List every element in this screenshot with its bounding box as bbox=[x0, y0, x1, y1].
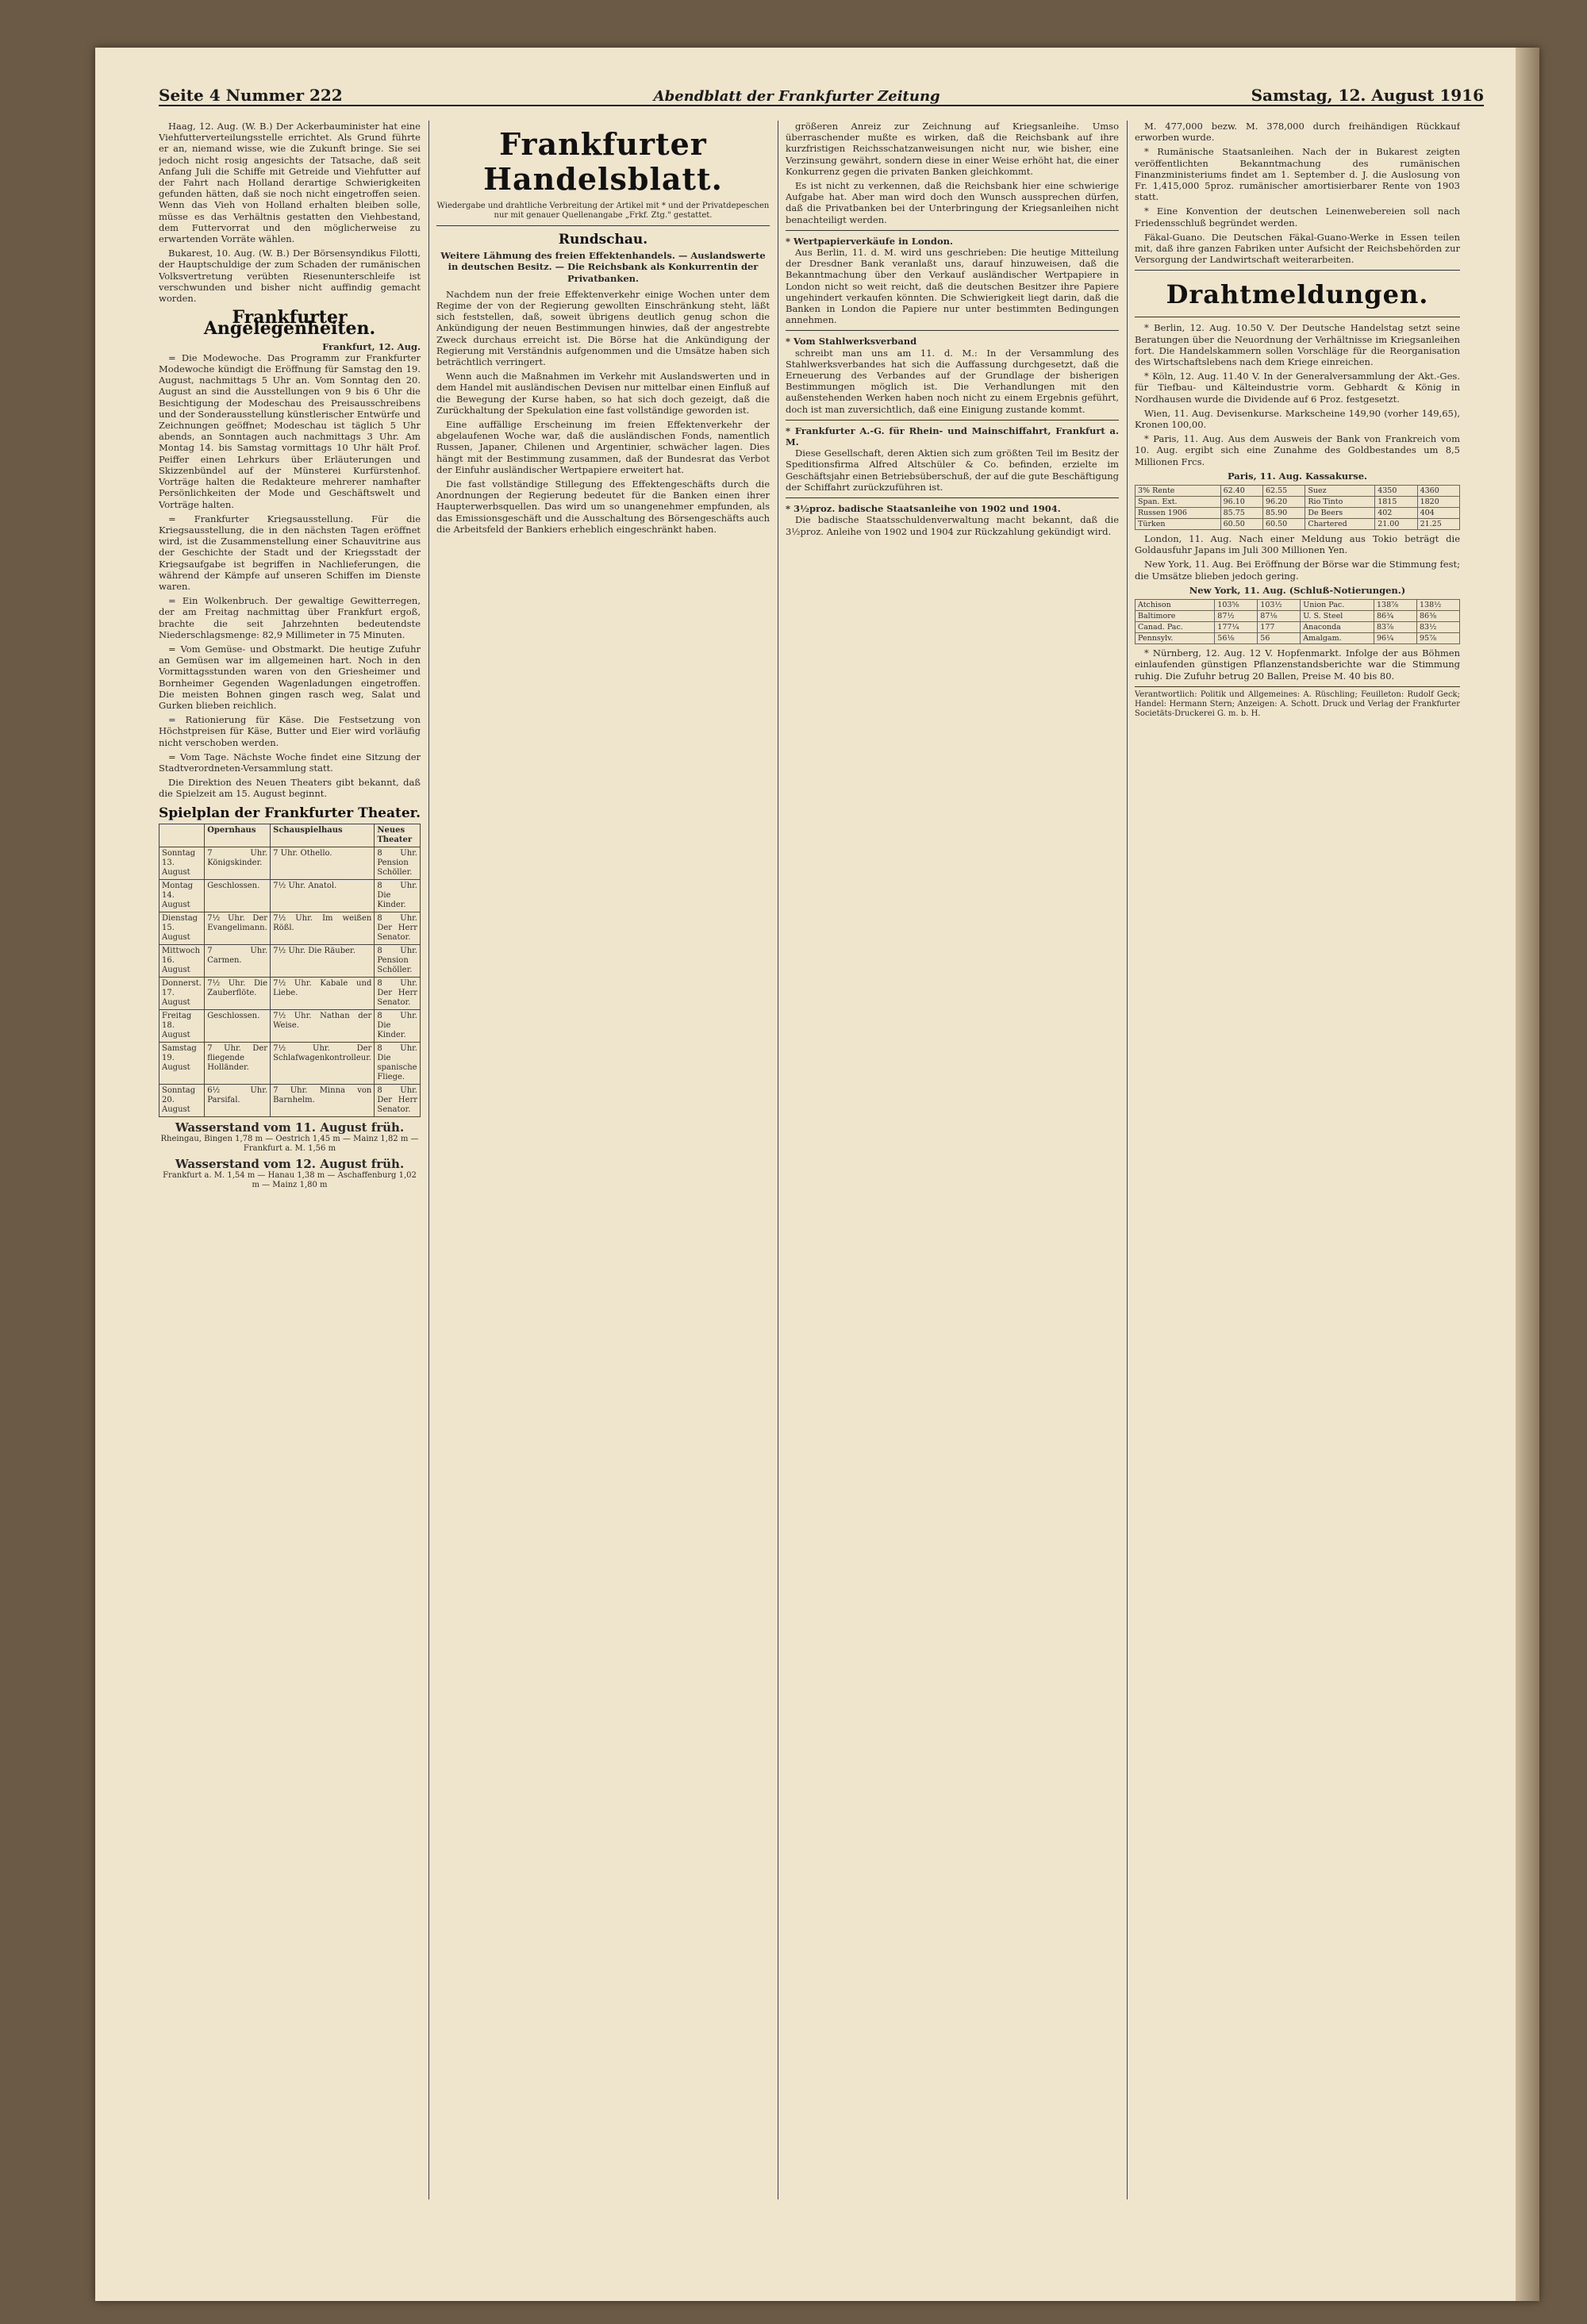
article-paragraph: Fäkal-Guano. Die Deutschen Fäkal-Guano-Werke in Essen teilen mit, daß ihre ganzen Fabriken unter Aufsicht der Reichsbehörden zur Versorgung der Landwirtschaft weiterarbeiten. bbox=[1135, 231, 1460, 266]
theater-title: Spielplan der Frankfurter Theater. bbox=[159, 805, 421, 821]
table-cell: 7½ Uhr. Die Räuber. bbox=[271, 944, 375, 977]
quote-cell: 103⅝ bbox=[1215, 600, 1258, 611]
table-row bbox=[159, 944, 421, 977]
quote-cell: Suez bbox=[1305, 486, 1375, 497]
divider bbox=[436, 225, 770, 226]
table-cell: 7 Uhr. Der fliegende Holländer. bbox=[205, 1042, 271, 1084]
table-row bbox=[159, 1084, 421, 1116]
table-cell: 8 Uhr. Die spanische Fliege. bbox=[375, 1042, 421, 1084]
column-handelsblatt bbox=[436, 121, 770, 2215]
theater-schedule-table bbox=[159, 824, 421, 1117]
quote-cell: 96.10 bbox=[1220, 497, 1262, 508]
article-paragraph: Die badische Staatsschuldenverwaltung macht bekannt, daß die 3½proz. Anleihe von 1902 und 1904 zur Rückzahlung gekündigt wird. bbox=[786, 514, 1119, 537]
table-header: Opernhaus bbox=[205, 824, 271, 847]
table-cell: 7½ Uhr. Der Evangelimann. bbox=[205, 912, 271, 944]
masthead-left: Seite 4 Nummer 222 bbox=[159, 86, 343, 105]
article-paragraph: Nachdem nun der freie Effektenverkehr einige Wochen unter dem Regime der von der Regierung gewollten Einschränkung steht, läßt sich feststellen, daß, soweit übrigens deutlich genug schon die Ankündigung der neuen Bestimmungen hinwies, daß der angestrebte Zweck durchaus erreicht ist. Die Börse hat die Ankündigung der Regierung mit Verständnis aufgenommen und die Umsätze haben sich beträchtlich verringert. bbox=[436, 288, 770, 368]
quote-cell: 95⅞ bbox=[1416, 633, 1459, 644]
quote-cell: 56 bbox=[1258, 633, 1301, 644]
news-paragraph: Die Direktion des Neuen Theaters gibt bekannt, daß die Spielzeit am 15. August beginnt. bbox=[159, 777, 421, 800]
quote-cell: Baltimore bbox=[1135, 611, 1215, 622]
quotes-title: New York, 11. Aug. (Schluß-Notierungen.) bbox=[1189, 584, 1406, 596]
news-paragraph: = Vom Gemüse- und Obstmarkt. Die heutige Zufuhr an Gemüsen war im allgemeinen hart. Noch in den Vormittagsstunden waren von den Griesheimer und Bornheimer Gegenden Wagenladungen eingetroffen. Die meisten Bohnen gingen rasch weg, Salat und Gurken blieben reichlich. bbox=[159, 643, 421, 711]
table-cell: 8 Uhr. Die Kinder. bbox=[375, 879, 421, 912]
table-cell: Sonntag 13. August bbox=[159, 847, 205, 879]
telegram-paragraph: * Köln, 12. Aug. 11.40 V. In der Generalversammlung der Akt.-Ges. für Tiefbau- und Kälteindustrie vorm. Gebhardt & König in Nordhausen wurde die Dividende auf 6 Proz. festgesetzt. bbox=[1135, 371, 1460, 405]
quote-cell: Canad. Pac. bbox=[1135, 622, 1215, 633]
column-local-news bbox=[159, 121, 421, 2215]
table-cell: 7 Uhr. Minna von Barnhelm. bbox=[271, 1084, 375, 1116]
news-paragraph: = Frankfurter Kriegsausstellung. Für die Kriegsausstellung, die in den nächsten Tagen eröffnet wird, ist die Zusammenstellung einer Schauvitrine aus der Geschichte der Stadt und der Kriegsstadt der Kriegsaufgabe ist begriffen in Nachlieferungen, die während der Kämpfe auf unseren Schiffen im Dienste waren. bbox=[159, 513, 421, 592]
water-level-text: Rheingau, Bingen 1,78 m — Oestrich 1,45 m — Mainz 1,82 m — Frankfurt a. M. 1,56 m bbox=[160, 1134, 419, 1153]
table-cell: 7½ Uhr. Die Zauberflöte. bbox=[205, 977, 271, 1009]
table-row bbox=[1135, 508, 1460, 519]
quote-cell: Span. Ext. bbox=[1135, 497, 1221, 508]
article-paragraph: Es ist nicht zu verkennen, daß die Reichsbank hier eine schwierige Aufgabe hat. Aber man wird doch den Wunsch aussprechen dürfen, daß die Privatbanken bei der Unterbringung der Kriegsanleihen nicht benachteiligt werden. bbox=[786, 180, 1119, 225]
masthead-right: Samstag, 12. August 1916 bbox=[1251, 86, 1484, 105]
table-row bbox=[1135, 600, 1460, 611]
quote-cell: 96.20 bbox=[1263, 497, 1305, 508]
drahtmeldungen-title: Drahtmeldungen. bbox=[1166, 279, 1429, 310]
table-cell: 7 Uhr. Königskinder. bbox=[205, 847, 271, 879]
telegram-paragraph: * Berlin, 12. Aug. 10.50 V. Der Deutsche Handelstag setzt seine Beratungen über die Neuordnung der Verhältnisse im Kriegsanleihen fort. Die Handelskammern sollen Vorschläge für die Reorganisation des Wirtschaftslebens nach dem Kriege einreichen. bbox=[1135, 322, 1460, 368]
article-paragraph: größeren Anreiz zur Zeichnung auf Kriegsanleihe. Umso überraschender mußte es wirken, daß die Reichsbank auf ihre kurzfristigen Reichsschatzanweisungen nicht nur, wie bisher, eine Verzinsung gewährt, sondern diese in einer Weise erhöht hat, die einer Konkurrenz gegen die privaten Banken gleichkommt. bbox=[786, 121, 1119, 177]
ny-quotes-table bbox=[1135, 599, 1460, 644]
table-cell: 8 Uhr. Der Herr Senator. bbox=[375, 912, 421, 944]
quote-cell: 83½ bbox=[1416, 622, 1459, 633]
column-business bbox=[786, 121, 1119, 2215]
water-level-title: Wasserstand vom 12. August früh. bbox=[175, 1156, 405, 1171]
article-paragraph: Die fast vollständige Stillegung des Effektengeschäfts durch die Anordnungen der Regierung bedeutet für die Banken einen ihrer Haupterwerbsquellen. Das wird um so unangenehmer empfunden, als das Emissionsgeschäft und die Ausschaltung des Börsengeschäfts auch die Arbeitsfeld der Bankiers erheblich eingeschränkt haben. bbox=[436, 478, 770, 535]
table-cell: 7 Uhr. Othello. bbox=[271, 847, 375, 879]
newspaper-page bbox=[95, 48, 1539, 2301]
news-paragraph: = Die Modewoche. Das Programm zur Frankfurter Modewoche kündigt die Eröffnung für Samstag den 19. August, nachmittags 5 Uhr an. Vom Sonntag den 20. August an sind die Ausstellungen von 9 bis 6 Uhr die Besichtigung der Modeschau des Preisausschreibens und der Sonderausstellung künstlerischer Entwürfe und Zeichnungen geöffnet; Modeschau ist täglich 5 Uhr abends, an Sonntagen auch nachmittags 3 Uhr. Am Montag 14. bis Samstag vormittags 10 Uhr hält Prof. Peiffer einen Lehrkurs über Erläuterungen und Skizzenbündel auf der Münsterei Kurfürstenhof. Vorträge halten die Redakteure mehrerer namhafter Persönlichkeiten der Mode und Geschäftswelt und Vorträge halten. bbox=[159, 351, 421, 510]
table-row bbox=[159, 977, 421, 1009]
table-cell: 7½ Uhr. Nathan der Weise. bbox=[271, 1009, 375, 1042]
quote-cell: 21.00 bbox=[1375, 519, 1417, 530]
quote-cell: 87½ bbox=[1215, 611, 1258, 622]
telegram-paragraph: London, 11. Aug. Nach einer Meldung aus Tokio beträgt die Goldausfuhr Japans im Juli 300 Millionen Yen. bbox=[1135, 533, 1460, 556]
reprint-notice: Wiedergabe und drahtliche Verbreitung der Artikel mit * und der Privatdepeschen nur mit genauer Quellenangabe „Frkf. Ztg." gestattet. bbox=[436, 202, 770, 220]
water-level-title: Wasserstand vom 11. August früh. bbox=[175, 1120, 405, 1135]
table-header: Schauspielhaus bbox=[271, 824, 375, 847]
quote-cell: Union Pac. bbox=[1301, 600, 1374, 611]
table-cell: 6½ Uhr. Parsifal. bbox=[205, 1084, 271, 1116]
table-cell: Geschlossen. bbox=[205, 879, 271, 912]
quote-cell: 3% Rente bbox=[1135, 486, 1221, 497]
table-cell: 8 Uhr. Die Kinder. bbox=[375, 1009, 421, 1042]
table-cell: Freitag 18. August bbox=[159, 1009, 205, 1042]
table-row bbox=[159, 912, 421, 944]
article-paragraph: Aus Berlin, 11. d. M. wird uns geschrieben: Die heutige Mitteilung der Dresdner Bank veranlaßt uns, darauf hinzuweisen, daß die Bekanntmachung über den Verkauf ausländischer Wertpapiere in London nicht so weit reicht, daß die deutschen Besitzer ihre Papiere ungehindert verkaufen könnten. Die Schwierigkeit liegt darin, daß die Banken in London die Papiere nur unter bestimmten Bedingungen annehmen. bbox=[786, 247, 1119, 326]
quote-cell: 60.50 bbox=[1220, 519, 1262, 530]
quote-cell: 85.75 bbox=[1220, 508, 1262, 519]
section-rundschau: Rundschau. bbox=[558, 232, 648, 248]
news-paragraph: Bukarest, 10. Aug. (W. B.) Der Börsensyndikus Filotti, der Hauptschuldige der zum Schaden der rumänischen Volksvertretung verübten Riesenunterschleife ist verschwunden und bisher nicht auffindig gemacht worden. bbox=[159, 248, 421, 305]
table-row bbox=[1135, 497, 1460, 508]
article-paragraph: Wenn auch die Maßnahmen im Verkehr mit Auslandswerten und in dem Handel mit ausländischen Devisen nur mittelbar einen Einfluß auf die Bewegung der Kurse haben, so hat sich doch gezeigt, daß die Zurückhaltung der Spekulation eine fast vollständige geworden ist. bbox=[436, 371, 770, 416]
article-paragraph: * Eine Konvention der deutschen Leinenwebereien soll nach Friedensschluß begründet werden. bbox=[1135, 206, 1460, 229]
quote-cell: De Beers bbox=[1305, 508, 1375, 519]
masthead-center: Abendblatt der Frankfurter Zeitung bbox=[653, 88, 940, 105]
section-title-frankfurt: Frankfurter Angelegenheiten. bbox=[203, 307, 376, 340]
quote-cell: 56⅛ bbox=[1215, 633, 1258, 644]
table-cell: Sonntag 20. August bbox=[159, 1084, 205, 1116]
table-cell: 8 Uhr. Pension Schöller. bbox=[375, 847, 421, 879]
quote-cell: 86⅜ bbox=[1416, 611, 1459, 622]
quote-cell: 4350 bbox=[1375, 486, 1417, 497]
article-paragraph: M. 477,000 bezw. M. 378,000 durch freihändigen Rückkauf erworben wurde. bbox=[1135, 121, 1460, 144]
table-cell: Dienstag 15. August bbox=[159, 912, 205, 944]
news-paragraph: = Rationierung für Käse. Die Festsetzung von Höchstpreisen für Käse, Butter und Eier wird vorläufig nicht verschoben werden. bbox=[159, 714, 421, 748]
telegram-paragraph: * Nürnberg, 12. Aug. 12 V. Hopfenmarkt. Infolge der aus Böhmen einlaufenden günstigen Pflanzenstandsberichte war die Stimmung ruhig. Die Zufuhr betrug 20 Ballen, Preise M. 40 bis 80. bbox=[1135, 647, 1460, 682]
quote-cell: Pennsylv. bbox=[1135, 633, 1215, 644]
quote-cell: Türken bbox=[1135, 519, 1221, 530]
table-cell: 7½ Uhr. Im weißen Rößl. bbox=[271, 912, 375, 944]
column-rule bbox=[1127, 121, 1128, 2199]
news-paragraph: = Vom Tage. Nächste Woche findet eine Sitzung der Stadtverordneten-Versammlung statt. bbox=[159, 751, 421, 774]
article-paragraph: * Rumänische Staatsanleihen. Nach der in Bukarest zeigten veröffentlichten Bekanntmachung des rumänischen Finanzministeriums findet am 1. September d. J. die Auslosung von Fr. 1,415,000 5proz. rumänischer amortisierbarer Rente von 1903 statt. bbox=[1135, 146, 1460, 203]
quote-cell: 1815 bbox=[1375, 497, 1417, 508]
table-cell: Mittwoch 16. August bbox=[159, 944, 205, 977]
divider bbox=[1135, 270, 1460, 271]
article-paragraph: schreibt man uns am 11. d. M.: In der Versammlung des Stahlwerksverbandes hat sich die Auffassung durchgesetzt, daß die Erneuerung des Verbandes auf der Grundlage der bisherigen Bestimmungen möglich ist. Die Verhandlungen mit den außenstehenden Werken haben noch nicht zu einem Ergebnis geführt, doch ist man zuversichtlich, daß eine Einigung zustande kommt. bbox=[786, 347, 1119, 415]
table-cell: 7½ Uhr. Kabale und Liebe. bbox=[271, 977, 375, 1009]
divider bbox=[786, 420, 1119, 421]
table-cell: 7½ Uhr. Der Schlafwagenkontrolleur. bbox=[271, 1042, 375, 1084]
table-header bbox=[159, 824, 205, 847]
quote-cell: 62.40 bbox=[1220, 486, 1262, 497]
quote-cell: 177¼ bbox=[1215, 622, 1258, 633]
table-cell: 8 Uhr. Der Herr Senator. bbox=[375, 977, 421, 1009]
column-telegrams bbox=[1135, 121, 1460, 2215]
quote-cell: 85.90 bbox=[1263, 508, 1305, 519]
imprint-footer: Verantwortlich: Politik und Allgemeines: A. Rüschling; Feuilleton: Rudolf Geck; Handel: Hermann Stern; Anzeigen: A. Schott. Druck und Verlag der Frankfurter Societäts-Druckerei G. m. b. H. bbox=[1135, 686, 1460, 719]
article-subhead: Weitere Lähmung des freien Effektenhandels. — Auslandswerte in deutschen Besitz. — Die Reichsbank als Konkurrentin der Privatbanken. bbox=[440, 250, 766, 284]
column-rule bbox=[428, 121, 429, 2199]
table-row bbox=[1135, 611, 1460, 622]
table-cell: Montag 14. August bbox=[159, 879, 205, 912]
article-paragraph: Eine auffällige Erscheinung im freien Effektenverkehr der abgelaufenen Woche war, daß die ausländischen Fonds, namentlich Russen, Japaner, Chilenen und Argentinier, schwächer lagen. Dies hängt mit der Bestimmung zusammen, daß der Bundesrat das Verbot der Einfuhr ausländischer Wertpapiere erweitert hat. bbox=[436, 419, 770, 475]
quote-cell: 1820 bbox=[1417, 497, 1459, 508]
quote-cell: Chartered bbox=[1305, 519, 1375, 530]
quote-cell: 21.25 bbox=[1417, 519, 1459, 530]
quote-cell: 404 bbox=[1417, 508, 1459, 519]
article-head: * Frankfurter A.-G. für Rhein- und Mainschiffahrt, Frankfurt a. M. bbox=[786, 424, 1119, 448]
table-row bbox=[159, 1009, 421, 1042]
divider bbox=[786, 330, 1119, 331]
article-head: * 3½proz. badische Staatsanleihe von 1902 und 1904. bbox=[786, 503, 1061, 515]
telegram-paragraph: Wien, 11. Aug. Devisenkurse. Markscheine 149,90 (vorher 149,65), Kronen 100,00. bbox=[1135, 407, 1460, 431]
table-row bbox=[159, 879, 421, 912]
table-row bbox=[1135, 486, 1460, 497]
quote-cell: Rio Tinto bbox=[1305, 497, 1375, 508]
quote-cell: 402 bbox=[1375, 508, 1417, 519]
masthead bbox=[159, 83, 1484, 106]
quote-cell: 4360 bbox=[1417, 486, 1459, 497]
divider bbox=[786, 497, 1119, 498]
table-row bbox=[1135, 519, 1460, 530]
quote-cell: 138½ bbox=[1416, 600, 1459, 611]
page-binding bbox=[1516, 48, 1539, 2301]
table-header: Neues Theater bbox=[375, 824, 421, 847]
quote-cell: 62.55 bbox=[1263, 486, 1305, 497]
table-cell: 7 Uhr. Carmen. bbox=[205, 944, 271, 977]
telegram-paragraph: New York, 11. Aug. Bei Eröffnung der Börse war die Stimmung fest; die Umsätze blieben jedoch gering. bbox=[1135, 559, 1460, 582]
table-cell: Samstag 19. August bbox=[159, 1042, 205, 1084]
table-header-row bbox=[159, 824, 421, 847]
news-paragraph: Haag, 12. Aug. (W. B.) Der Ackerbauminister hat eine Viehfutterverteilungsstelle errichtet. Als Grund führte er an, niemand wisse, wie die Zukunft bringe. Sie sei jedoch nicht rosig angesichts der Tatsache, daß seit Anfang Juli die Schiffe mit Getreide und Viehfutter auf der Fahrt nach Holland derartige Schwierigkeiten gefunden hätten, daß sie noch nicht eingetroffen seien. Wenn das Vieh von Holland erhalten bleiben solle, müsse es das Verhältnis gestatten den Viehbestand, dem Futtervorrat und den möglicherweise zu erwartenden Vorräte wählen. bbox=[159, 121, 421, 245]
dateline: Frankfurt, 12. Aug. bbox=[322, 340, 421, 352]
quote-cell: 96¼ bbox=[1374, 633, 1417, 644]
telegram-paragraph: * Paris, 11. Aug. Aus dem Ausweis der Bank von Frankreich vom 10. Aug. ergibt sich eine Zunahme des Goldbestandes um 8,5 Millionen Frcs. bbox=[1135, 433, 1460, 467]
article-head: * Wertpapierverkäufe in London. bbox=[786, 235, 953, 247]
quote-cell: Atchison bbox=[1135, 600, 1215, 611]
article-head: * Vom Stahlwerksverband bbox=[786, 336, 917, 348]
table-row bbox=[1135, 622, 1460, 633]
quote-cell: 87⅛ bbox=[1258, 611, 1301, 622]
quote-cell: 83⅞ bbox=[1374, 622, 1417, 633]
quote-cell: 86¾ bbox=[1374, 611, 1417, 622]
table-cell: Geschlossen. bbox=[205, 1009, 271, 1042]
quote-cell: Russen 1906 bbox=[1135, 508, 1221, 519]
quote-cell: 60.50 bbox=[1263, 519, 1305, 530]
quote-cell: 138⅞ bbox=[1374, 600, 1417, 611]
divider bbox=[786, 230, 1119, 231]
article-paragraph: Diese Gesellschaft, deren Aktien sich zum größten Teil im Besitz der Speditionsfirma Alfred Altschüler & Co. befinden, erzielte im Geschäftsjahr einen Betriebsüberschuß, der auf die gute Beschäftigung der Schiffahrt zurückzuführen ist. bbox=[786, 448, 1119, 493]
handelsblatt-title: Frankfurter Handelsblatt. bbox=[483, 126, 723, 197]
news-paragraph: = Ein Wolkenbruch. Der gewaltige Gewitterregen, der am Freitag nachmittag über Frankfurt ergoß, brachte die seit Jahrzehnten bedeutendste Niederschlagsmenge: 82,9 Millimeter in 75 Minuten. bbox=[159, 595, 421, 640]
quote-cell: 177 bbox=[1258, 622, 1301, 633]
quote-cell: 103½ bbox=[1258, 600, 1301, 611]
table-cell: 8 Uhr. Pension Schöller. bbox=[375, 944, 421, 977]
table-row bbox=[1135, 633, 1460, 644]
table-cell: Donnerst. 17. August bbox=[159, 977, 205, 1009]
paris-quotes-table bbox=[1135, 485, 1460, 530]
quote-cell: U. S. Steel bbox=[1301, 611, 1374, 622]
table-cell: 7½ Uhr. Anatol. bbox=[271, 879, 375, 912]
table-row bbox=[159, 847, 421, 879]
table-cell: 8 Uhr. Der Herr Senator. bbox=[375, 1084, 421, 1116]
water-level-text: Frankfurt a. M. 1,54 m — Hanau 1,38 m — Aschaffenburg 1,02 m — Mainz 1,80 m bbox=[163, 1171, 417, 1190]
quote-cell: Amalgam. bbox=[1301, 633, 1374, 644]
quote-cell: Anaconda bbox=[1301, 622, 1374, 633]
table-row bbox=[159, 1042, 421, 1084]
quotes-title: Paris, 11. Aug. Kassakurse. bbox=[1227, 470, 1368, 482]
